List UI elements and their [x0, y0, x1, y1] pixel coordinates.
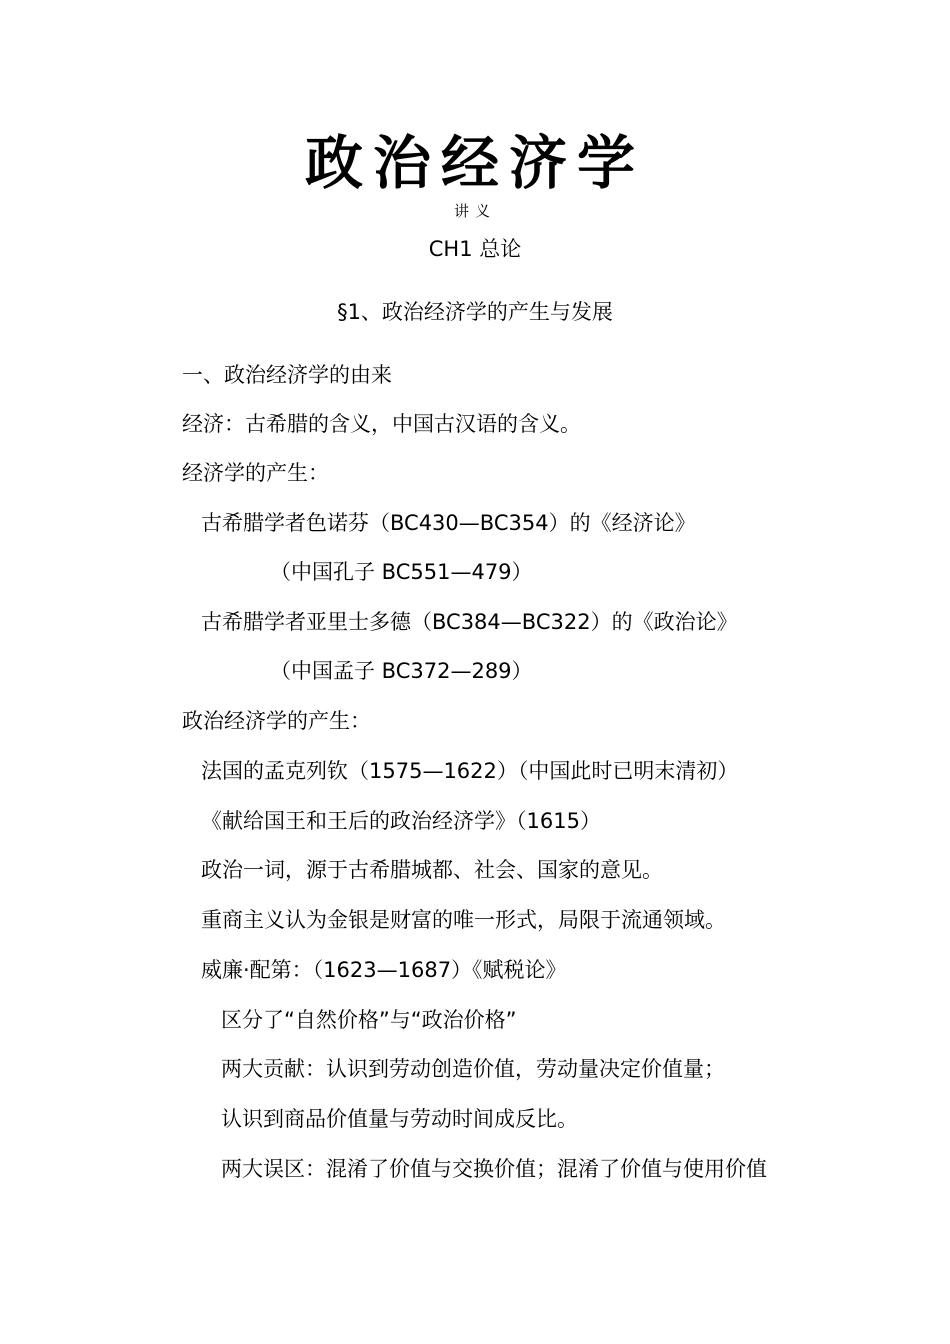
section-heading: §1、政治经济学的产生与发展 — [337, 300, 613, 324]
paragraph-line: 经济：古希腊的含义，中国古汉语的含义。 — [182, 412, 581, 436]
paragraph-line: 区分了“自然价格”与“政治价格” — [221, 1008, 517, 1032]
paragraph-line: 法国的孟克列钦（1575—1622）（中国此时已明末清初） — [201, 759, 739, 783]
document-title: 政治经济学 — [304, 129, 645, 197]
paragraph-line: （中国孔子 BC551—479） — [270, 560, 533, 584]
chapter-heading: CH1 总论 — [428, 237, 522, 261]
heading-origin: 一、政治经济学的由来 — [182, 363, 392, 387]
paragraph-line: 两大贡献：认识到劳动创造价值，劳动量决定价值量； — [221, 1057, 725, 1081]
paragraph-line: 《献给国王和王后的政治经济学》（1615） — [201, 809, 601, 833]
paragraph-line: 认识到商品价值量与劳动时间成反比。 — [221, 1107, 578, 1131]
paragraph-line: 威廉·配第：（1623—1687）《赋税论》 — [201, 958, 567, 982]
paragraph-line: （中国孟子 BC372—289） — [270, 659, 533, 683]
paragraph-line: 两大误区：混淆了价值与交换价值；混淆了价值与使用价值 — [221, 1157, 767, 1181]
paragraph-line: 经济学的产生： — [182, 461, 329, 485]
paragraph-line: 政治经济学的产生： — [182, 709, 371, 733]
paragraph-line: 古希腊学者亚里士多德（BC384—BC322）的《政治论》 — [201, 610, 738, 634]
paragraph-line: 重商主义认为金银是财富的唯一形式，局限于流通领域。 — [201, 908, 726, 932]
paragraph-line: 政治一词，源于古希腊城都、社会、国家的意见。 — [201, 858, 663, 882]
paragraph-line: 古希腊学者色诺芬（BC430—BC354）的《经济论》 — [201, 511, 696, 535]
document-subtitle: 讲义 — [453, 202, 496, 220]
